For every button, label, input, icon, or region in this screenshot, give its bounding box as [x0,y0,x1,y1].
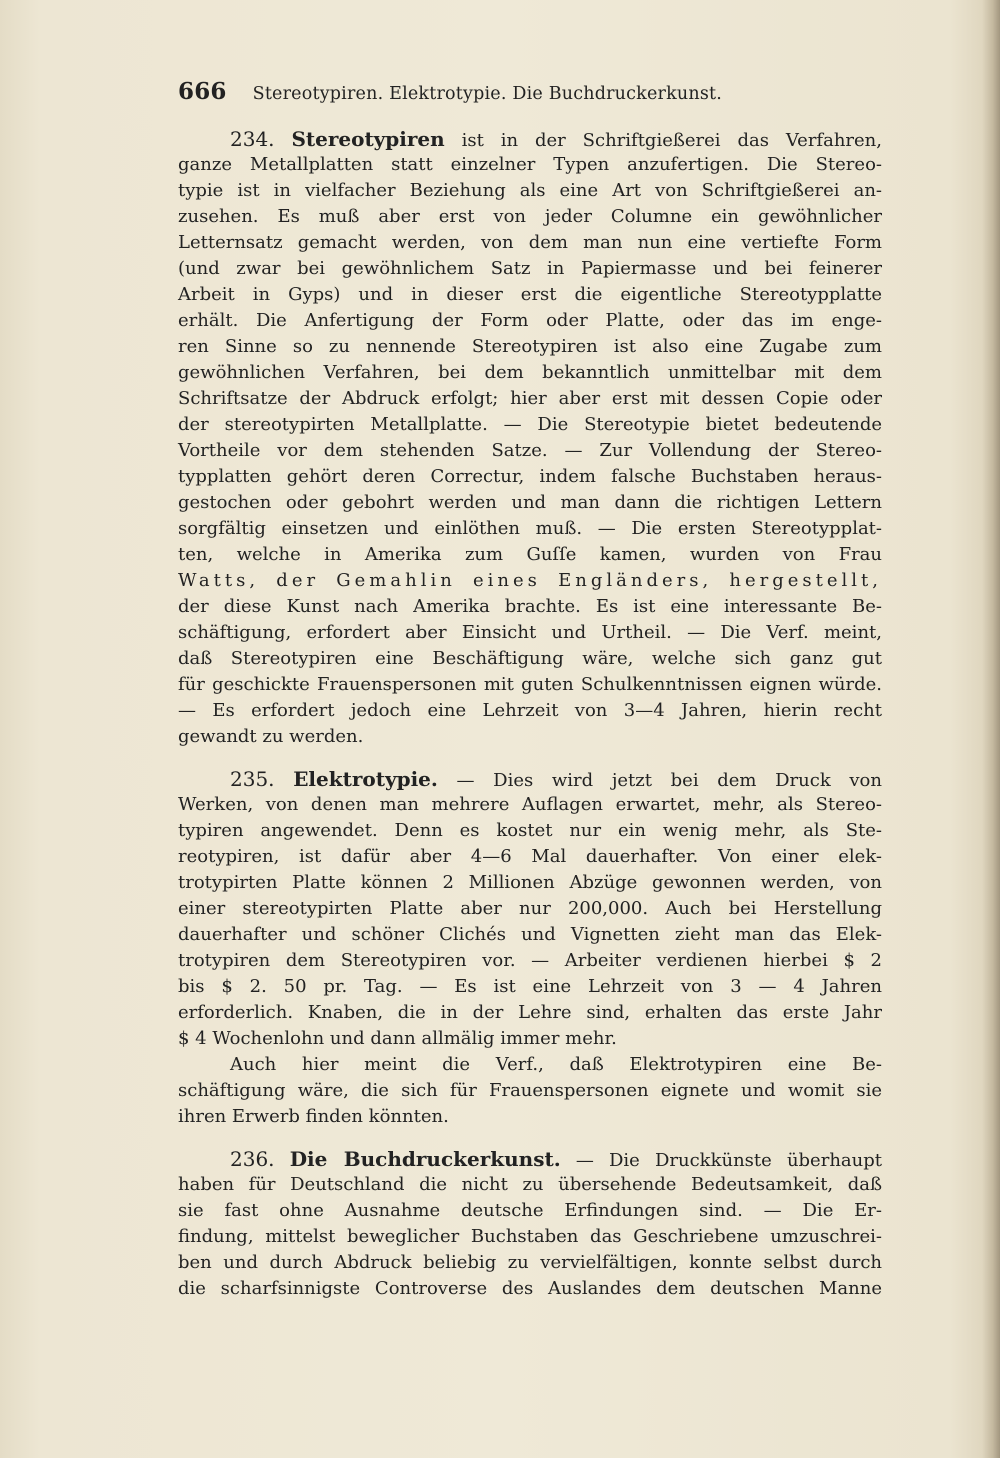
text-line: Vortheile vor dem stehenden Satze. — Zur Vollendung der Stereo- [178,440,882,461]
text-line: ren Sinne so zu nennende Stereotypiren ist also eine Zugabe zum [178,336,882,357]
article-title: Elektrotypie. [293,767,438,791]
text-line: findung, mittelst beweglicher Buchstaben das Geschriebene umzuschrei- [178,1226,882,1247]
text-line: ganze Metallplatten statt einzelner Typen anzufertigen. Die Stereo- [178,154,882,175]
text-line: — Es erfordert jedoch eine Lehrzeit von 3—4 Jahren, hierin recht [178,700,882,721]
article-236 [178,1146,882,1302]
text-line: reotypiren, ist dafür aber 4—6 Mal dauerhafter. Von einer elek- [178,846,882,867]
text-line: typie ist in vielfacher Beziehung als eine Art von Schriftgießerei an- [178,180,882,201]
text-line: sie fast ohne Ausnahme deutsche Erfindungen sind. — Die Er- [178,1200,882,1221]
text-line: daß Stereotypiren eine Beschäftigung wäre, welche sich ganz gut [178,648,882,669]
running-head [178,78,882,112]
article-number: 235. [230,767,275,791]
article-235 [178,766,882,1130]
text-line: erforderlich. Knaben, die in der Lehre sind, erhalten das erste Jahr [178,1002,882,1023]
text-line: gestochen oder gebohrt werden und man dann die richtigen Lettern [178,492,882,513]
text-line: trotypirten Platte können 2 Millionen Abzüge gewonnen werden, von [178,872,882,893]
text-line: Arbeit in Gyps) und in dieser erst die eigentliche Stereotypplatte [178,284,882,305]
text-line: die scharfsinnigste Controverse des Auslandes dem deutschen Manne [178,1278,882,1299]
text-line: erhält. Die Anfertigung der Form oder Platte, oder das im enge- [178,310,882,331]
text-line: sorgfältig einsetzen und einlöthen muß. — Die ersten Stereotypplat- [178,518,882,539]
text-line: typiren angewendet. Denn es kostet nur ein wenig mehr, als Ste- [178,820,882,841]
text-line: ben und durch Abdruck beliebig zu vervielfältigen, konnte selbst durch [178,1252,882,1273]
text-line: $ 4 Wochenlohn und dann allmälig immer mehr. [178,1028,617,1049]
text-line: haben für Deutschland die nicht zu übersehende Bedeutsamkeit, daß [178,1174,882,1195]
article-text: ist in der Schriftgießerei das Verfahren, [461,130,882,151]
article-first-line [178,1146,882,1172]
text-line: trotypiren dem Stereotypiren vor. — Arbeiter verdienen hierbei $ 2 [178,950,882,971]
text-line: gewandt zu werden. [178,726,364,747]
text-line: der stereotypirten Metallplatte. — Die Stereotypie bietet bedeutende [178,414,882,435]
text-line: Letternsatz gemacht werden, von dem man nun eine vertiefte Form [178,232,882,253]
text-line: ihren Erwerb finden könnten. [178,1106,449,1127]
page-number: 666 [178,78,227,105]
text-line: gewöhnlichen Verfahren, bei dem bekanntlich unmittelbar mit dem [178,362,882,383]
article-title: Stereotypiren [291,127,445,151]
article-number: 234. [230,127,275,151]
article-234 [178,126,882,750]
text-line: Watts, der Gemahlin eines Engländers, hergestellt, [178,570,882,591]
text-line: bis $ 2. 50 pr. Tag. — Es ist eine Lehrzeit von 3 — 4 Jahren [178,976,882,997]
text-line: dauerhafter und schöner Clichés und Vignetten zieht man das Elek- [178,924,882,945]
text-line: der diese Kunst nach Amerika brachte. Es ist eine interessante Be- [178,596,882,617]
text-line: Schriftsatze der Abdruck erfolgt; hier aber erst mit dessen Copie oder [178,388,882,409]
page-content [178,78,882,1302]
text-line: Werken, von denen man mehrere Auflagen erwartet, mehr, als Stereo- [178,794,882,815]
running-head-title: Stereotypiren. Elektrotypie. Die Buchdruckerkunst. [252,84,722,104]
text-line: schäftigung, erfordert aber Einsicht und Urtheil. — Die Verf. meint, [178,622,882,643]
text-line: typplatten gehört deren Correctur, indem falsche Buchstaben heraus- [178,466,882,487]
article-first-line [178,766,882,792]
text-line: für geschickte Frauenspersonen mit guten Schulkenntnissen eignen würde. [178,674,882,695]
text-line: (und zwar bei gewöhnlichem Satz in Papiermasse und bei feinerer [178,258,882,279]
article-number: 236. [230,1147,275,1171]
article-text: — Dies wird jetzt bei dem Druck von [456,770,882,791]
article-title: Die Buchdruckerkunst. [289,1147,561,1171]
text-line: Auch hier meint die Verf., daß Elektrotypiren eine Be- [230,1054,882,1075]
article-first-line [178,126,882,152]
text-line: einer stereotypirten Platte aber nur 200,000. Auch bei Herstellung [178,898,882,919]
page-gutter-shadow [982,0,1000,1458]
text-line: zusehen. Es muß aber erst von jeder Columne ein gewöhnlicher [178,206,882,227]
text-line: schäftigung wäre, die sich für Frauenspersonen eignete und womit sie [178,1080,882,1101]
article-text: — Die Druckkünste überhaupt [575,1150,882,1171]
text-line: ten, welche in Amerika zum Guſſe kamen, wurden von Frau [178,544,882,565]
